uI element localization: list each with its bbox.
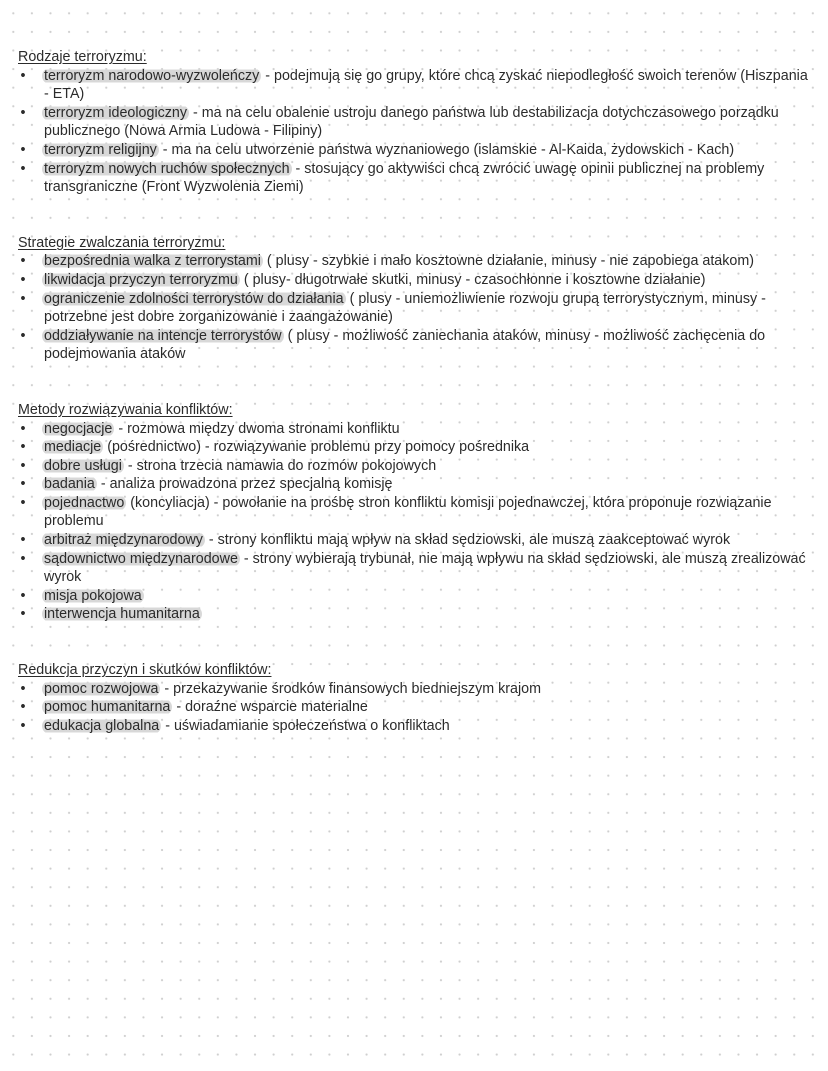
section-metody-rozwiazywania [18, 401, 808, 624]
highlighted-term: interwencja humanitarna [44, 606, 200, 623]
section-title: Strategie zwalczania terroryzmu: [18, 234, 226, 251]
bullet-icon: • [20, 439, 26, 456]
term-description: - rozmowa między dwoma stronami konfliktu [114, 420, 400, 437]
bullet-icon: • [20, 67, 26, 84]
highlighted-term: edukacja globalna [44, 717, 160, 734]
section-rodzaje-terroryzmu [18, 48, 808, 197]
section-title: Rodzaje terroryzmu: [18, 49, 147, 65]
highlighted-term: bezpośrednia walka z terrorystami [44, 253, 261, 270]
term-description: - doraźne wsparcie materialne [172, 699, 368, 716]
bullet-icon: • [20, 271, 26, 288]
bullet-list [18, 252, 808, 364]
term-description: - przekazywanie środków finansowych biedniejszym krajom [160, 680, 542, 697]
list-item [18, 438, 808, 457]
term-description: (koncyliacja) - powołanie na prośbę stron konfliktu komisji pojednawczej, która proponuje rozwiązanie problemu [44, 494, 772, 530]
list-item [18, 457, 808, 476]
highlighted-term: likwidacja przyczyn terroryzmu [44, 271, 238, 288]
list-item [18, 252, 808, 271]
term-description: - strony wybierają trybunał, nie mają wpływu na skład sędziowski, ale muszą zrealizować wyrok [44, 550, 806, 586]
term-description: (pośrednictwo) - rozwiązywanie problemu przy pomocy pośrednika [103, 439, 530, 456]
section-strategie-zwalczania [18, 234, 808, 364]
list-item [18, 290, 808, 327]
list-item [18, 587, 808, 606]
list-item [18, 698, 808, 717]
term-description: - podejmują się go grupy, które chcą zyskać niepodległość swoich terenów (Hiszpania - ETA) [44, 67, 808, 103]
list-item [18, 104, 808, 141]
highlighted-term: misja pokojowa [44, 587, 142, 604]
bullet-icon: • [20, 141, 26, 158]
highlighted-term: terroryzm nowych ruchów społecznych [44, 160, 290, 177]
highlighted-term: ograniczenie zdolności terrorystów do działania [44, 290, 344, 307]
bullet-icon: • [20, 587, 26, 604]
bullet-icon: • [20, 494, 26, 511]
highlighted-term: badania [44, 476, 95, 493]
section-title: Metody rozwiązywania konfliktów: [18, 401, 233, 418]
term-description: - strona trzecia namawia do rozmów pokojowych [123, 457, 437, 474]
bullet-icon: • [20, 532, 26, 549]
bullet-icon: • [20, 606, 26, 623]
section-title: Redukcja przyczyn i skutków konfliktów: [18, 662, 272, 679]
highlighted-term: terroryzm ideologiczny [44, 104, 188, 121]
list-item [18, 550, 808, 587]
term-description: ( plusy - możliwość zaniechania ataków, minusy - możliwość zachęcenia do podejmowania ataków [44, 327, 766, 363]
bullet-list [18, 67, 808, 197]
bullet-icon: • [20, 717, 26, 734]
highlighted-term: sądownictwo międzynarodowe [44, 550, 238, 567]
term-description: - stosujący go aktywiści chcą zwrócić uwagę opinii publicznej na problemy transgraniczne (Front Wyzwolenia Ziemi) [44, 160, 765, 196]
bullet-icon: • [20, 457, 26, 474]
list-item [18, 494, 808, 531]
highlighted-term: mediacje [44, 439, 102, 456]
bullet-icon: • [20, 160, 26, 177]
list-item [18, 271, 808, 290]
notes-page [18, 48, 808, 735]
term-description: - strony konfliktu mają wpływ na skład sędziowski, ale muszą zaakceptować wyrok [204, 532, 731, 549]
term-description: ( plusy - uniemożliwienie rozwoju grupą terrorystycznym, minusy - potrzebne jest dobre zorganizowanie i zaangażowanie) [44, 290, 766, 326]
highlighted-term: pomoc humanitarna [44, 699, 171, 716]
highlighted-term: pojednactwo [44, 494, 125, 511]
term-description: - analiza prowadzona przez specjalną komisję [96, 476, 393, 493]
term-description: - uświadamianie społeczeństwa o konfliktach [161, 717, 450, 734]
list-item [18, 67, 808, 104]
highlighted-term: arbitraż międzynarodowy [44, 532, 203, 549]
list-item [18, 327, 808, 364]
bullet-icon: • [20, 104, 26, 121]
highlighted-term: terroryzm religijny [44, 141, 157, 158]
bullet-icon: • [20, 699, 26, 716]
bullet-icon: • [20, 680, 26, 697]
bullet-icon: • [20, 550, 26, 567]
highlighted-term: pomoc rozwojowa [44, 680, 159, 697]
bullet-icon: • [20, 420, 26, 437]
list-item [18, 160, 808, 197]
section-redukcja-przyczyn [18, 661, 808, 735]
list-item [18, 605, 808, 624]
highlighted-term: terroryzm narodowo-wyzwoleńczy [44, 67, 260, 84]
list-item [18, 717, 808, 736]
bullet-list [18, 420, 808, 625]
list-item [18, 680, 808, 699]
bullet-icon: • [20, 290, 26, 307]
highlighted-term: dobre usługi [44, 457, 122, 474]
bullet-icon: • [20, 327, 26, 344]
list-item [18, 531, 808, 550]
term-description: - ma na celu obalenie ustroju danego państwa lub destabilizacja dotychczasowego porządku publicznego (Nowa Armia Ludowa - Filipiny) [44, 104, 779, 140]
bullet-icon: • [20, 253, 26, 270]
bullet-icon: • [20, 476, 26, 493]
list-item [18, 420, 808, 439]
highlighted-term: oddziaływanie na intencje terrorystów [44, 327, 282, 344]
term-description: - ma na celu utworzenie państwa wyznaniowego (islamskie - Al-Kaida, żydowskich - Kach) [158, 141, 735, 158]
list-item [18, 141, 808, 160]
highlighted-term: negocjacje [44, 420, 113, 437]
term-description: ( plusy - szybkie i mało kosztowne działanie, minusy - nie zapobiega atakom) [262, 253, 755, 270]
list-item [18, 475, 808, 494]
bullet-list [18, 680, 808, 736]
term-description: ( plusy- długotrwałe skutki, minusy - czasochłonne i kosztowne działanie) [239, 271, 706, 288]
